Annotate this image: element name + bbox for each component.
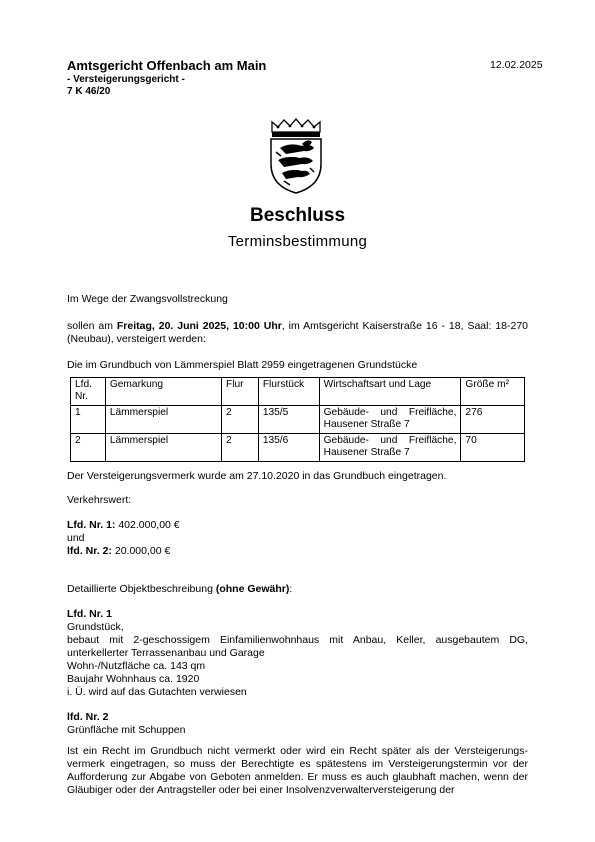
verkehrswert-item-2-value: 20.000,00 € bbox=[111, 545, 171, 557]
court-department-block bbox=[67, 74, 185, 98]
objekt-nr1-line: Baujahr Wohnhaus ca. 1920 bbox=[67, 673, 200, 685]
appointment-date: Freitag, 20. Juni 2025, 10:00 Uhr bbox=[116, 320, 282, 332]
table-header-cell: Gemarkung bbox=[105, 378, 221, 406]
table-cell: Lämmerspiel bbox=[105, 406, 221, 434]
verkehrswert-label: Verkehrswert: bbox=[67, 494, 132, 506]
grundbuch-intro: Die im Grundbuch von Lämmerspiel Blatt 2959 eingetragenen Grundstücke bbox=[67, 359, 418, 371]
objekt-label-text: Detaillierte Objektbeschreibung bbox=[67, 583, 216, 595]
court-department: - Versteigerungsgericht - bbox=[67, 74, 185, 85]
court-name: Amtsgericht Offenbach am Main bbox=[67, 58, 267, 73]
objekt-nr1-line: Grundstück, bbox=[67, 621, 124, 633]
table-cell: Gebäude- und Freifläche, Hausener Straße 7 bbox=[319, 434, 461, 462]
table-cell: 135/6 bbox=[258, 434, 319, 462]
objekt-nr2-line: Grünfläche mit Schuppen bbox=[67, 724, 186, 736]
table-cell: 1 bbox=[71, 406, 106, 434]
table-cell: 135/5 bbox=[258, 406, 319, 434]
table-cell: Lämmerspiel bbox=[105, 434, 221, 462]
objekt-label bbox=[67, 583, 528, 596]
table-header-cell: Größe m² bbox=[461, 378, 525, 406]
table-cell: 70 bbox=[461, 434, 525, 462]
objekt-nr1-line: bebaut mit 2-geschossigem Einfamilienwohnhaus mit Anbau, Keller, ausgebautem DG, unterkellerter Terrassenanbau und Garage bbox=[67, 634, 528, 659]
table-cell: Gebäude- und Freifläche, Hausener Straße 7 bbox=[319, 406, 461, 434]
table-row bbox=[71, 406, 525, 434]
verkehrswert-item-1 bbox=[67, 519, 528, 532]
objekt-nr1-heading: Lfd. Nr. 1 bbox=[67, 608, 112, 620]
verkehrswert-item-2-label: lfd. Nr. 2: bbox=[67, 545, 112, 557]
table-header-cell: Flur bbox=[222, 378, 259, 406]
document-subtitle: Terminsbestimmung bbox=[227, 233, 368, 250]
document-title: Beschluss bbox=[249, 205, 346, 226]
appointment-pre: sollen am bbox=[67, 320, 117, 332]
table-cell: 2 bbox=[71, 434, 106, 462]
appointment-post: , im Amtsgericht Kaiserstraße 16 - 18, Saal: 18-270 (Neubau), versteigert werden: bbox=[67, 320, 529, 345]
table-header-cell: Wirtschaftsart und Lage bbox=[319, 378, 461, 406]
objekt-label-bold: (ohne Gewähr) bbox=[215, 583, 290, 595]
vermerk-text: Der Versteigerungsvermerk wurde am 27.10.2020 in das Grundbuch eingetragen. bbox=[67, 470, 447, 482]
objekt-nr1-block bbox=[67, 608, 528, 699]
objekt-nr1-line: Wohn-/Nutzfläche ca. 143 qm bbox=[67, 660, 206, 672]
table-row bbox=[71, 434, 525, 462]
verkehrswert-und: und bbox=[67, 532, 85, 544]
intro-text: Im Wege der Zwangsvollstreckung bbox=[67, 293, 228, 305]
appointment-paragraph bbox=[67, 320, 528, 346]
table-cell: 2 bbox=[222, 434, 259, 462]
objekt-nr1-line: i. Ü. wird auf das Gutachten verwiesen bbox=[67, 686, 247, 698]
document-date: 12.02.2025 bbox=[490, 59, 543, 71]
table-cell: 276 bbox=[461, 406, 525, 434]
objekt-nr2-block bbox=[67, 711, 528, 737]
property-table bbox=[70, 377, 525, 462]
verkehrswert-item-1-value: 402.000,00 € bbox=[115, 519, 180, 531]
objekt-nr2-heading: lfd. Nr. 2 bbox=[67, 711, 109, 723]
verkehrswert-item-2 bbox=[67, 545, 528, 558]
final-paragraph: Ist ein Recht im Grundbuch nicht vermerkt oder wird ein Recht später als der Versteigerungs-vermerk eingetragen, so muss der Berechtigte es spätestens im Versteigerungstermin vor der Aufforderung zur Abgabe von Geboten anmelden. Er muss es auch glaubhaft machen, wenn der Gläubiger oder der Antragsteller oder bei einer Insolvenzverwalterversteigerung der bbox=[67, 745, 528, 796]
table-header-cell: Flurstück bbox=[258, 378, 319, 406]
table-header-cell: Lfd. Nr. bbox=[71, 378, 106, 406]
coat-of-arms-icon bbox=[266, 118, 326, 194]
verkehrswert-item-1-label: Lfd. Nr. 1: bbox=[67, 519, 116, 531]
case-number: 7 K 46/20 bbox=[67, 86, 111, 97]
table-header-row bbox=[71, 378, 525, 406]
verkehrswert-block bbox=[67, 519, 528, 558]
table-cell: 2 bbox=[222, 406, 259, 434]
objekt-label-end: : bbox=[289, 583, 293, 595]
